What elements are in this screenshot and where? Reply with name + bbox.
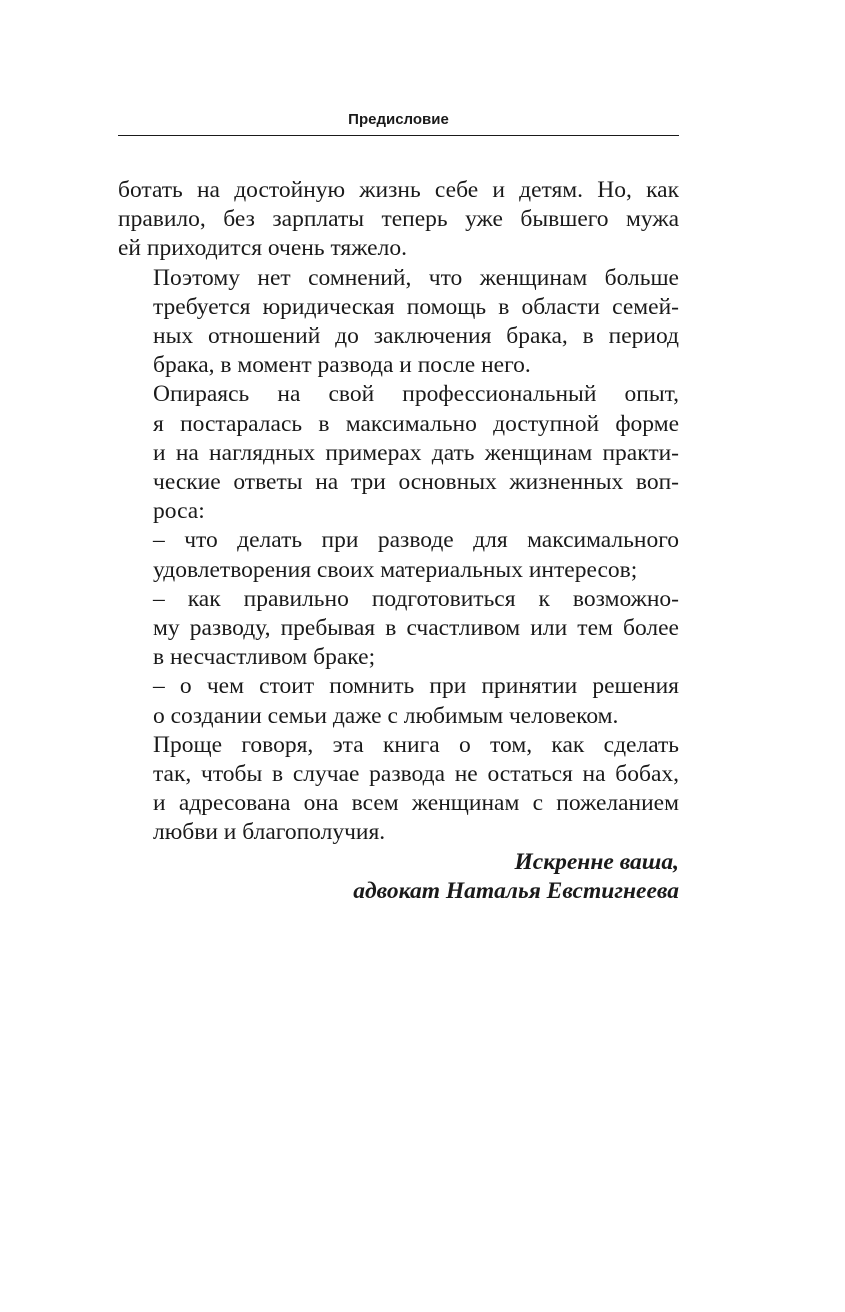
page-body — [118, 176, 679, 906]
text-line: ческие ответы на три основных жизненных воп- — [153, 469, 679, 496]
signature-line-2: адвокат Наталья Евстигнеева — [353, 877, 679, 904]
text-line: и адресована она всем женщинам с пожеланием — [153, 790, 679, 817]
text-line: я постаралась в максимально доступной форме — [153, 410, 679, 437]
text-line: требуется юридическая помощь в области семей- — [153, 293, 679, 320]
text-line: любви и благополучия. — [153, 819, 386, 846]
text-line: правило, без зарплаты теперь уже бывшего мужа — [118, 206, 679, 233]
text-line: – о чем стоит помнить при принятии решения — [153, 673, 679, 700]
paragraph-7 — [118, 731, 679, 848]
paragraph-6 — [118, 672, 679, 730]
text-line: ей приходится очень тяжело. — [118, 235, 407, 262]
text-line: Проще говоря, эта книга о том, как сделать — [153, 731, 679, 758]
signature — [118, 848, 679, 906]
text-line: ных отношений до заключения брака, в период — [153, 323, 679, 350]
text-line: – как правильно подготовиться к возможно- — [153, 585, 679, 612]
paragraph-3 — [118, 380, 679, 526]
text-line: Опираясь на свой профессиональный опыт, — [153, 381, 679, 408]
paragraph-4 — [118, 526, 679, 584]
text-line: в несчастливом браке; — [153, 644, 376, 671]
text-line: о создании семьи даже с любимым человеком. — [153, 702, 619, 729]
paragraph-2 — [118, 264, 679, 381]
paragraph-5 — [118, 585, 679, 673]
text-line: му разводу, пребывая в счастливом или тем более — [153, 615, 679, 642]
text-line: ботать на достойную жизнь себе и детям. Но, как — [118, 177, 679, 203]
text-line: – что делать при разводе для максимального — [153, 527, 679, 554]
header-rule — [118, 135, 679, 136]
text-line: брака, в момент развода и после него. — [153, 352, 531, 379]
text-line: Поэтому нет сомнений, что женщинам больше — [153, 264, 679, 291]
paragraph-1 — [118, 176, 679, 264]
signature-line-1: Искренне ваша, — [514, 848, 679, 875]
text-line: роса: — [153, 498, 205, 525]
running-head: Предисловие — [348, 111, 449, 128]
text-line: удовлетворения своих материальных интересов; — [153, 556, 638, 583]
text-line: так, чтобы в случае развода не остаться на бобах, — [153, 761, 679, 788]
text-line: и на наглядных примерах дать женщинам практи- — [153, 439, 679, 466]
